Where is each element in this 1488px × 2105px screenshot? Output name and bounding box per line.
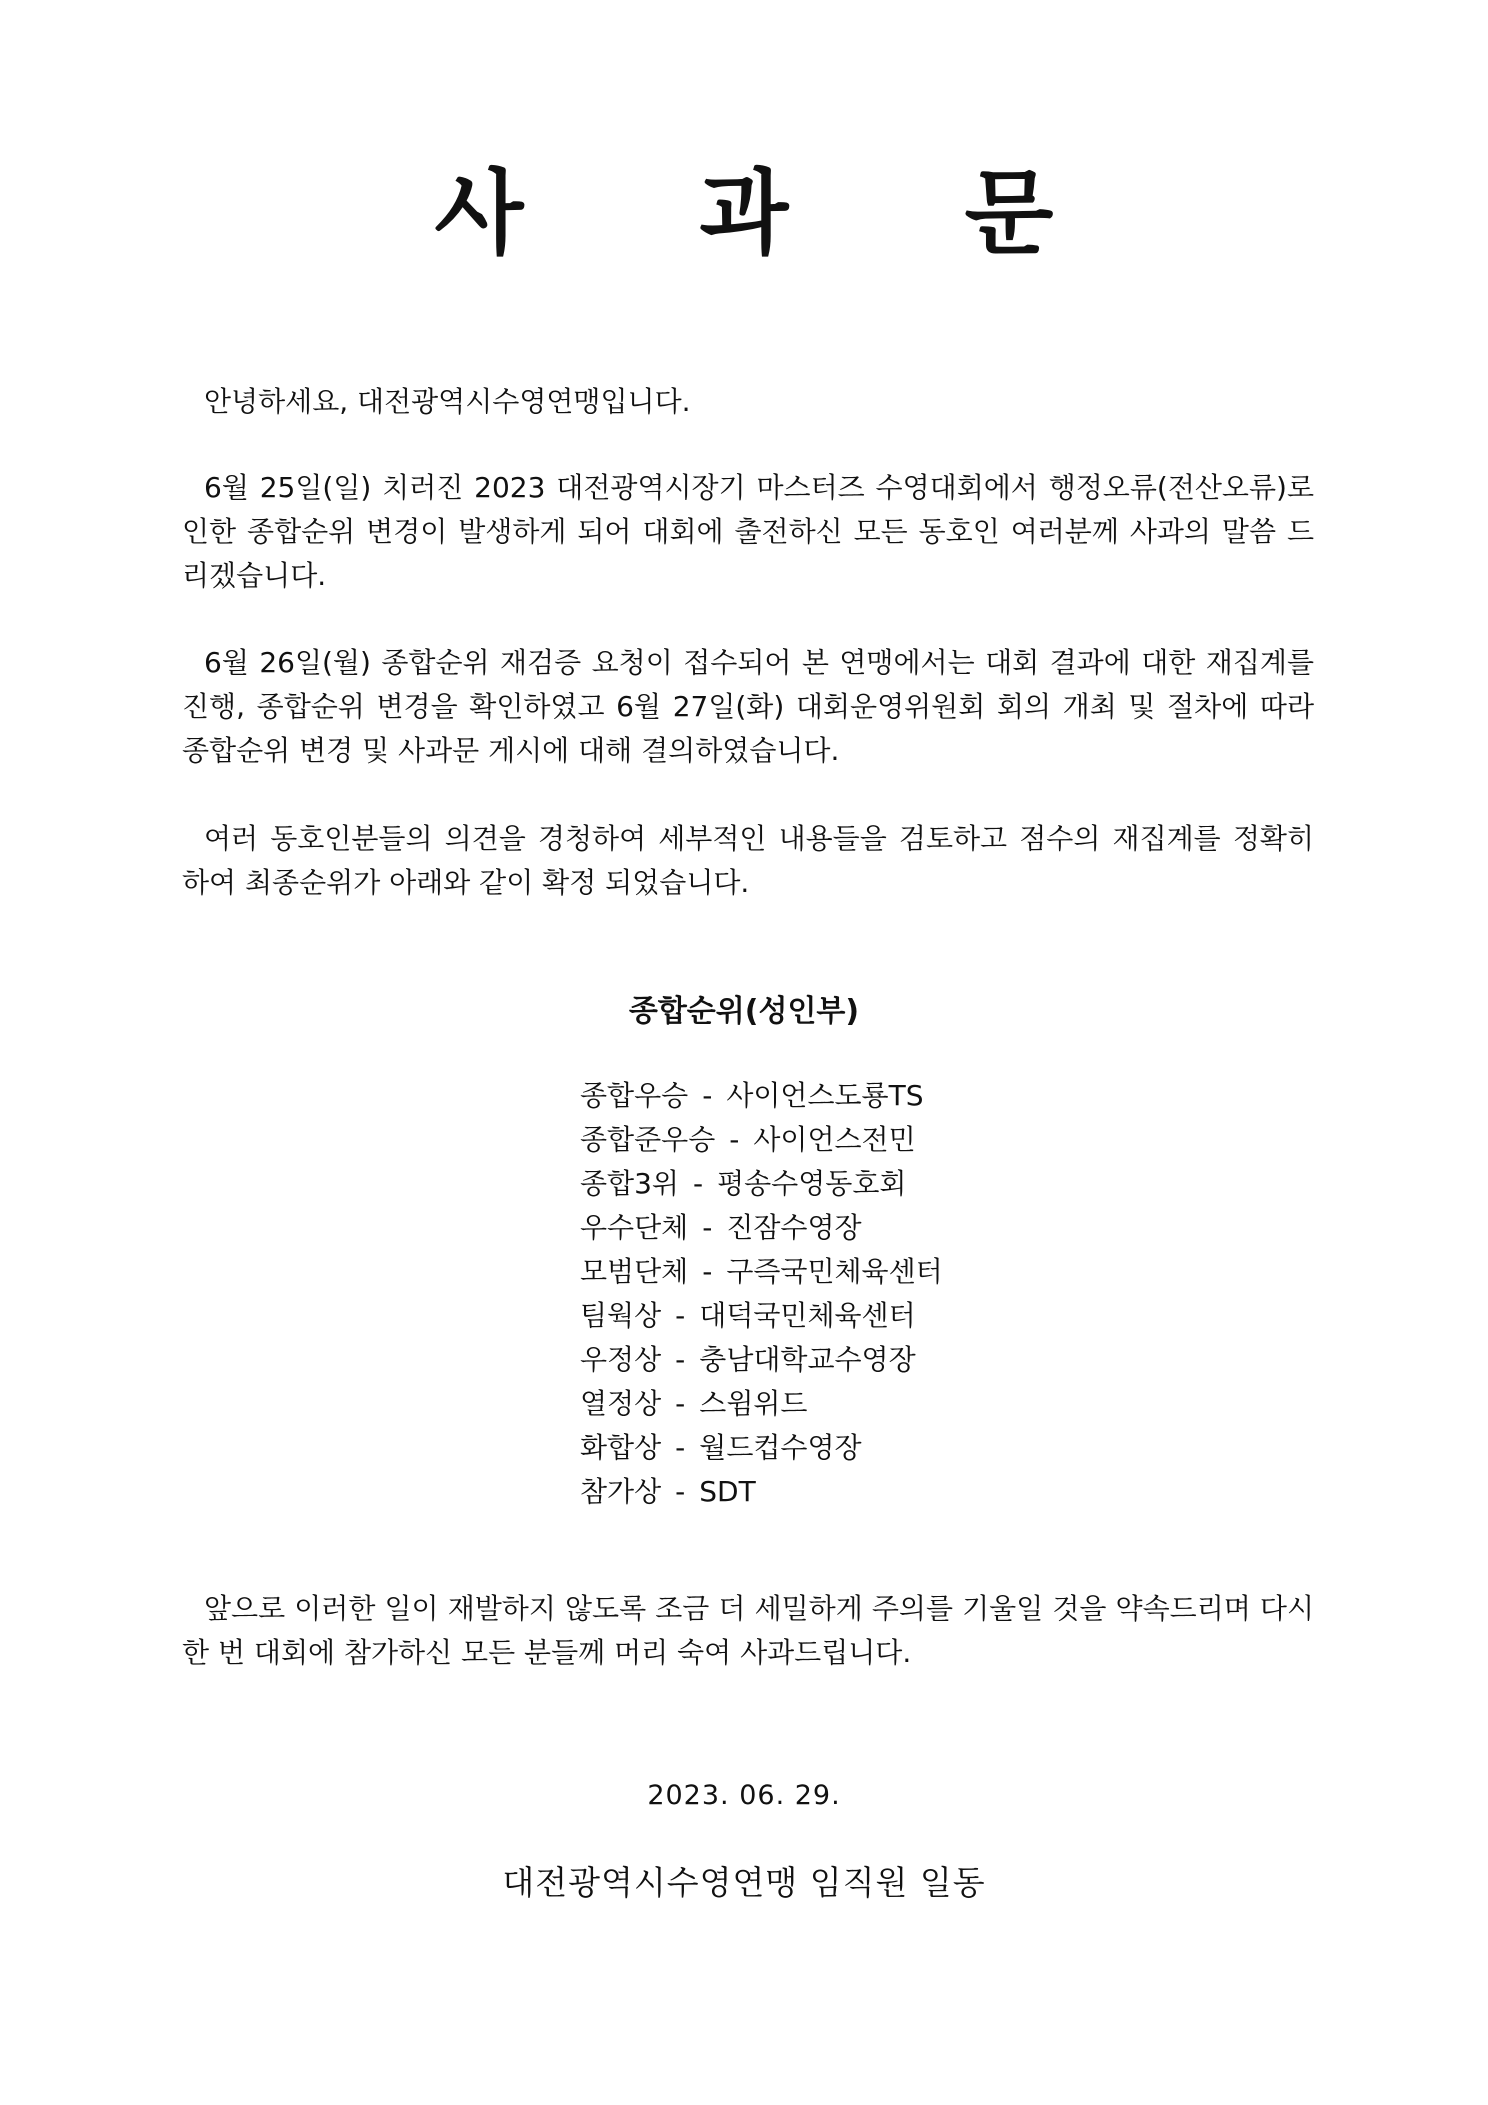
award-name: 종합우승 xyxy=(580,1079,689,1112)
ranking-item xyxy=(580,1162,1180,1206)
signature: 대전광역시수영연맹 임직원 일동 xyxy=(502,1863,986,1902)
award-winner: 월드컵수영장 xyxy=(699,1431,862,1464)
separator: - xyxy=(675,1431,686,1464)
award-name: 모범단체 xyxy=(580,1255,689,1288)
document-title: 사 과 문 xyxy=(434,160,1126,267)
ranking-list xyxy=(580,1074,1180,1514)
award-winner: 사이언스도룡TS xyxy=(726,1079,924,1112)
separator: - xyxy=(702,1211,713,1244)
ranking-item xyxy=(580,1250,1180,1294)
award-name: 팀웍상 xyxy=(580,1299,662,1332)
award-name: 우수단체 xyxy=(580,1211,689,1244)
award-winner: 진잠수영장 xyxy=(726,1211,862,1244)
award-name: 화합상 xyxy=(580,1431,662,1464)
greeting-paragraph: 안녕하세요, 대전광역시수영연맹입니다. xyxy=(204,385,691,418)
separator: - xyxy=(729,1123,740,1156)
award-name: 열정상 xyxy=(580,1387,662,1420)
award-name: 참가상 xyxy=(580,1475,662,1508)
ranking-item xyxy=(580,1294,1180,1338)
ranking-item xyxy=(580,1074,1180,1118)
body-paragraph-3: 여러 동호인분들의 의견을 경청하여 세부적인 내용들을 검토하고 점수의 재집계를 정확히 하여 최종순위가 아래와 같이 확정 되었습니다. xyxy=(182,822,1314,899)
separator: - xyxy=(702,1255,713,1288)
award-winner: SDT xyxy=(699,1475,756,1508)
ranking-item xyxy=(580,1426,1180,1470)
document-date: 2023. 06. 29. xyxy=(647,1780,841,1811)
award-name: 종합준우승 xyxy=(580,1123,716,1156)
separator: - xyxy=(675,1299,686,1332)
ranking-heading: 종합순위(성인부) xyxy=(628,994,860,1029)
award-name: 종합3위 xyxy=(580,1167,679,1200)
ranking-item xyxy=(580,1118,1180,1162)
ranking-item xyxy=(580,1206,1180,1250)
award-name: 우정상 xyxy=(580,1343,662,1376)
award-winner: 충남대학교수영장 xyxy=(699,1343,916,1376)
award-winner: 구즉국민체육센터 xyxy=(726,1255,943,1288)
separator: - xyxy=(702,1079,713,1112)
separator: - xyxy=(675,1343,686,1376)
separator: - xyxy=(692,1167,704,1200)
award-winner: 사이언스전민 xyxy=(753,1123,916,1156)
body-paragraph-2: 6월 26일(월) 종합순위 재검증 요청이 접수되어 본 연맹에서는 대회 결과에 대한 재집계를 진행, 종합순위 변경을 확인하였고 6월 27일(화) 대회운영위원회 회의 개최 및 절차에 따라 종합순위 변경 및 사과문 게시에 대해 결의하였습니다. xyxy=(182,646,1314,767)
separator: - xyxy=(675,1475,686,1508)
ranking-item xyxy=(580,1382,1180,1426)
award-winner: 평송수영동호회 xyxy=(717,1167,907,1200)
separator: - xyxy=(675,1387,686,1420)
body-paragraph-1: 6월 25일(일) 치러진 2023 대전광역시장기 마스터즈 수영대회에서 행정오류(전산오류)로 인한 종합순위 변경이 발생하게 되어 대회에 출전하신 모든 동호인 여러분께 사과의 말씀 드리겠습니다. xyxy=(182,471,1314,592)
ranking-item xyxy=(580,1470,1180,1514)
ranking-item xyxy=(580,1338,1180,1382)
award-winner: 스윔위드 xyxy=(699,1387,808,1420)
closing-paragraph: 앞으로 이러한 일이 재발하지 않도록 조금 더 세밀하게 주의를 기울일 것을 약속드리며 다시 한 번 대회에 참가하신 모든 분들께 머리 숙여 사과드립니다. xyxy=(182,1592,1314,1669)
award-winner: 대덕국민체육센터 xyxy=(699,1299,916,1332)
